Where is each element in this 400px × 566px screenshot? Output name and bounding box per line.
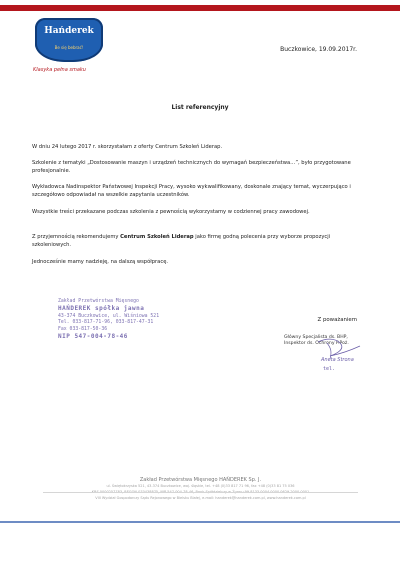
closing-paragraph: Jednocześnie mamy nadzieję, na dalszą współpracę. [32,259,169,265]
paragraph-2: Szkolenie z tematyki „Dostosowanie maszyn i urządzeń technicznych do wymagań bezpieczeństwa…”, było przygotowane profesjonalnie. [32,160,351,175]
footer-divider [43,492,358,493]
letter-date: Buczkowice, 19.09.2017r. [280,46,357,53]
stamp-line-5: Fax 033-817-50-36 [58,326,108,332]
footer-line-1: ul. Świętokrzyska 521, 43-374 Buczkowice, woj. śląskie, tel. +48 (0)33 817 71 96, fax +48 (0)33 81 75 036 [106,484,295,489]
bottom-blue-bar [0,521,400,523]
recommended-company: Centrum Szkoleń Liderap [120,234,194,240]
company-stamp [58,299,178,341]
recommendation-suffix: jako firmę godną polecenia przy wyborze propozycji szkoleniowych. [32,234,331,249]
stamp-line-4: Tel. 033-817-71-96, 033-817-47-31 [58,320,154,326]
paragraph-4: Wszystkie treści przekazane podczas szkolenia z pewnością wykorzystamy w codziennej pracy zawodowej. [32,209,310,215]
inspector-line-1: Główny Specjalista ds. BHP, [284,335,348,340]
recommendation-paragraph [32,233,368,249]
paragraph-3: Wykładowca Nadinspektor Państwowej Inspekcji Pracy, wysoko wykwalifikowany, doskonale znający temat, wyczerpująco i szczegółowo odpowiadał na wszelkie zapytania uczestników. [32,184,351,199]
stamp-line-2: HAŃDEREK spółka jawna [58,305,145,313]
logo-wordmark: Hańderek [44,26,94,36]
company-logo [35,18,103,62]
footer-line-3: VIII Wydział Gospodarczy Sądu Rejonowego w Bielsku Białej, e-mail: handerek@handerek.com.pl, www.handerek.com.pl [95,495,306,500]
signature-name: Aneta Strona [321,357,354,363]
inspector-line-2: Inspektor ds. Ochrony P.Poż. [284,341,349,347]
paragraph-1: W dniu 24 lutego 2017 r. skorzystałam z oferty Centrum Szkoleń Liderap. [32,144,223,150]
logo-tagline: Be się bebrać! [54,45,84,50]
letter-footer [58,476,343,502]
footer-title: Zakład Przetwórstwa Mięsnego HAŃDEREK Sp. J. [139,477,262,483]
stamp-line-1: Zakład Przetwórstwa Mięsnego [58,299,139,304]
letter-title: List referencyjny [171,104,229,111]
company-slogan: Klasyka pełna smaku [33,67,86,73]
greeting: Z poważaniem [317,317,357,323]
stamp-line-6: NIP 547-004-78-46 [58,332,128,340]
stamp-line-3: 43-374 Buczkowice, ul. Wiśniowa 521 [58,313,160,319]
recommendation-prefix: Z przyjemnością rekomendujemy [32,234,121,240]
signature-tel: tel. [323,366,336,372]
top-red-bar [0,5,400,11]
